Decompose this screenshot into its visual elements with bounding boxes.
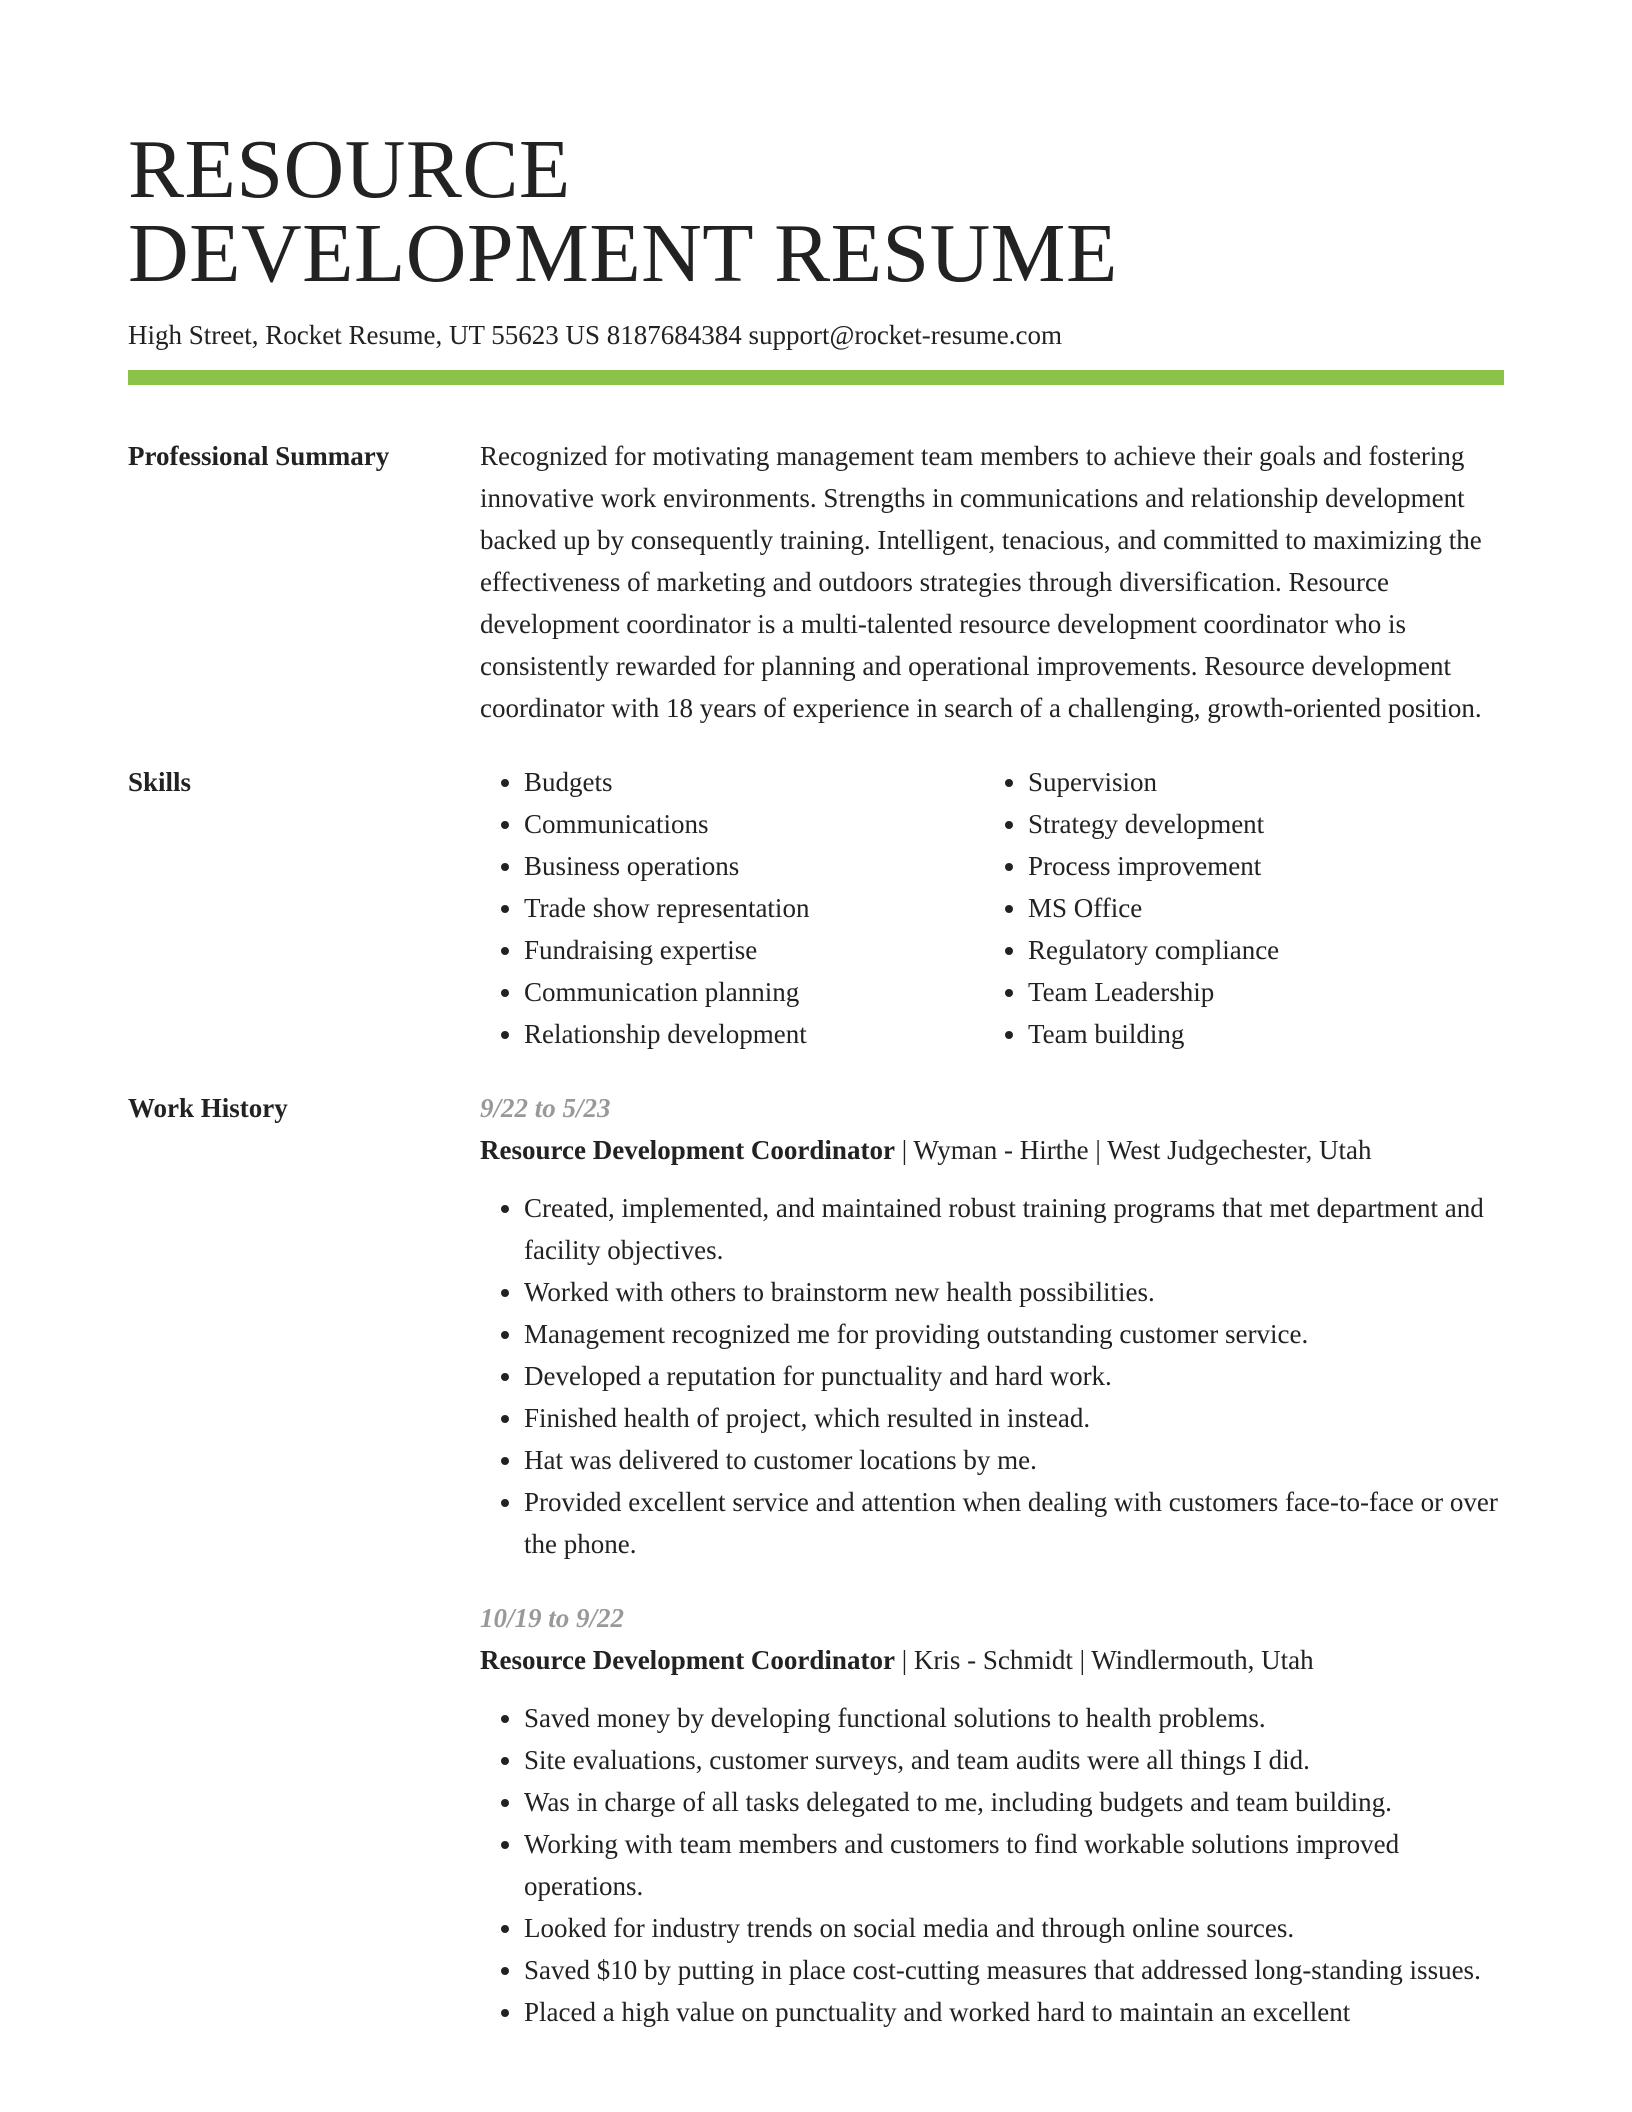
skills-list-left bbox=[480, 761, 984, 1055]
job-dates: 9/22 to 5/23 bbox=[480, 1093, 611, 1123]
section-label-summary: Professional Summary bbox=[128, 441, 390, 471]
job-bullet: • Created, implemented, and maintained robust training programs that met department and facility objectives. bbox=[524, 1187, 1504, 1271]
skill-item: • Communication planning bbox=[524, 971, 984, 1013]
skill-item: • Strategy development bbox=[1028, 803, 1488, 845]
job-bullet: • Looked for industry trends on social media and through online sources. bbox=[524, 1907, 1504, 1949]
job-bullet: • Worked with others to brainstorm new health possibilities. bbox=[524, 1271, 1504, 1313]
skill-item: • Relationship development bbox=[524, 1013, 984, 1055]
job-bullet: • Hat was delivered to customer locations by me. bbox=[524, 1439, 1504, 1481]
job-bullet: • Working with team members and customers to find workable solutions improved operations. bbox=[524, 1823, 1504, 1907]
summary-text: Recognized for motivating management team members to achieve their goals and fostering innovative work environments. Strengths in communications and relationship development backed up by consequently training. Intelligent, tenacious, and committed to maximizing the effectiveness of marketing and outdoors strategies through diversification. Resource development coordinator is a multi-talented resource development coordinator who is consistently rewarded for planning and operational improvements. Resource development coordinator with 18 years of experience in search of a challenging, growth-oriented position. bbox=[480, 441, 1482, 723]
professional-summary-section bbox=[128, 435, 1504, 729]
job-bullets bbox=[480, 1697, 1504, 2033]
skill-item: • Supervision bbox=[1028, 761, 1488, 803]
skill-item: • Budgets bbox=[524, 761, 984, 803]
section-label-work: Work History bbox=[128, 1093, 288, 1123]
job-bullet: • Provided excellent service and attention when dealing with customers face-to-face or over the phone. bbox=[524, 1481, 1504, 1565]
job-bullet: • Saved money by developing functional solutions to health problems. bbox=[524, 1697, 1504, 1739]
resume-title-line-1: RESOURCE bbox=[128, 123, 571, 216]
job-bullet: • Site evaluations, customer surveys, and team audits were all things I did. bbox=[524, 1739, 1504, 1781]
work-history-section bbox=[128, 1087, 1504, 2065]
job-bullet: • Placed a high value on punctuality and worked hard to maintain an excellent bbox=[524, 1991, 1504, 2033]
job-employer-location: | Kris - Schmidt | Windlermouth, Utah bbox=[894, 1645, 1314, 1675]
skill-item: • Fundraising expertise bbox=[524, 929, 984, 971]
job-bullet: • Was in charge of all tasks delegated to me, including budgets and team building. bbox=[524, 1781, 1504, 1823]
job-bullets bbox=[480, 1187, 1504, 1565]
job-title: Resource Development Coordinator bbox=[480, 1135, 895, 1165]
resume-title bbox=[128, 0, 1504, 300]
accent-divider bbox=[128, 370, 1504, 385]
skill-item: • Team building bbox=[1028, 1013, 1488, 1055]
resume-title-line-2: DEVELOPMENT RESUME bbox=[128, 207, 1118, 300]
job-entry bbox=[480, 1597, 1504, 2033]
job-bullet: • Finished health of project, which resulted in instead. bbox=[524, 1397, 1504, 1439]
job-dates: 10/19 to 9/22 bbox=[480, 1603, 625, 1633]
job-employer-location: | Wyman - Hirthe | West Judgechester, Utah bbox=[894, 1135, 1372, 1165]
skill-item: • Trade show representation bbox=[524, 887, 984, 929]
skills-section bbox=[128, 761, 1504, 1055]
skill-item: • Team Leadership bbox=[1028, 971, 1488, 1013]
job-entry bbox=[480, 1087, 1504, 1565]
resume-page bbox=[128, 0, 1504, 2065]
job-bullet: • Saved $10 by putting in place cost-cutting measures that addressed long-standing issues. bbox=[524, 1949, 1504, 1991]
skill-item: • Regulatory compliance bbox=[1028, 929, 1488, 971]
section-label-skills: Skills bbox=[128, 767, 192, 797]
job-title: Resource Development Coordinator bbox=[480, 1645, 895, 1675]
skill-item: • Process improvement bbox=[1028, 845, 1488, 887]
skills-list-right bbox=[984, 761, 1488, 1055]
job-bullet: • Management recognized me for providing outstanding customer service. bbox=[524, 1313, 1504, 1355]
job-bullet: • Developed a reputation for punctuality and hard work. bbox=[524, 1355, 1504, 1397]
job-heading bbox=[480, 1639, 1504, 1681]
contact-info: High Street, Rocket Resume, UT 55623 US 8187684384 support@rocket-resume.com bbox=[128, 320, 1062, 350]
skill-item: • Business operations bbox=[524, 845, 984, 887]
skill-item: • MS Office bbox=[1028, 887, 1488, 929]
skill-item: • Communications bbox=[524, 803, 984, 845]
job-heading bbox=[480, 1129, 1504, 1171]
